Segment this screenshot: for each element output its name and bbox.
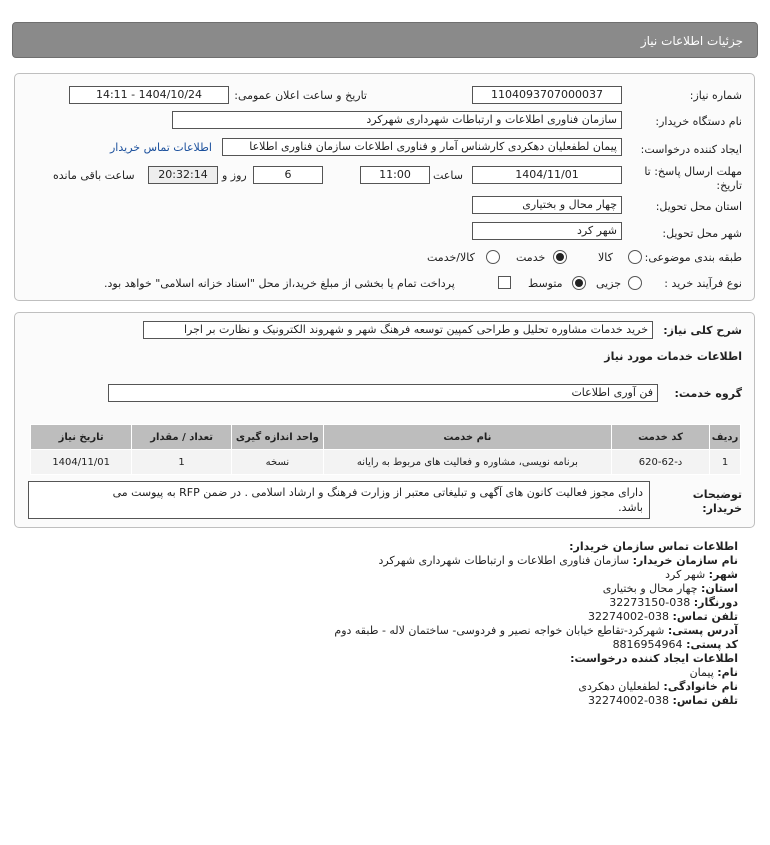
page-title: جزئیات اطلاعات نیاز xyxy=(640,34,743,48)
need-number-label: شماره نیاز: xyxy=(689,89,742,102)
creator-field[interactable]: پیمان لطفعلیان دهکردی کارشناس آمار و فناوری اطلاعات سازمان فناوری اطلاعا xyxy=(222,138,622,156)
process-radio-medium[interactable] xyxy=(572,276,586,290)
cell-service-code: د-62-620 xyxy=(612,450,710,475)
creator-label: ایجاد کننده درخواست: xyxy=(640,143,742,156)
col-need-date: تاریخ نیاز xyxy=(31,425,132,450)
province-label: استان محل تحویل: xyxy=(655,200,742,213)
treasury-payment-checkbox[interactable] xyxy=(498,276,511,289)
city-label: شهر محل تحویل: xyxy=(662,227,742,240)
cell-quantity: 1 xyxy=(132,450,232,475)
notes-text-line-2: باشد. xyxy=(618,501,643,514)
page-header xyxy=(12,22,758,58)
days-field[interactable]: 6 xyxy=(253,166,323,184)
service-group-label: گروه خدمت: xyxy=(674,387,742,400)
category-option-service: خدمت xyxy=(516,251,546,264)
cell-service-name: برنامه نویسی، مشاوره و فعالیت های مربوط به رایانه xyxy=(323,450,611,475)
creator-contact-title: اطلاعات ایجاد کننده درخواست: xyxy=(570,652,738,665)
buyer-contact-title: اطلاعات تماس سازمان خریدار: xyxy=(569,540,738,553)
category-option-goods: کالا xyxy=(598,251,613,264)
notes-text-line-1: دارای مجوز فعالیت کانون های آگهی و تبلیغاتی معتبر از وزارت فرهنگ و ارشاد اسلامی . در ضمن RFP به پیوست می xyxy=(112,486,643,499)
creator-name-row: نام: پیمان xyxy=(689,666,738,679)
buyer-org-field[interactable]: سازمان فناوری اطلاعات و ارتباطات شهرداری شهرکرد xyxy=(172,111,622,129)
treasury-payment-note: پرداخت تمام یا بخشی از مبلغ خرید،از محل "اسناد خزانه اسلامی" خواهد بود. xyxy=(104,277,455,290)
category-option-goods-service: کالا/خدمت xyxy=(427,251,475,264)
table-row xyxy=(31,450,741,475)
buyer-province-row: استان: چهار محال و بختیاری xyxy=(602,582,738,595)
notes-box xyxy=(28,481,650,519)
need-number-field[interactable]: 1104093707000037 xyxy=(472,86,622,104)
notes-label-buyer: خریدار: xyxy=(702,502,742,515)
services-title: اطلاعات خدمات مورد نیاز xyxy=(604,350,742,363)
deadline-date-field[interactable]: 1404/11/01 xyxy=(472,166,622,184)
announce-label: تاریخ و ساعت اعلان عمومی: xyxy=(234,89,367,102)
city-field[interactable]: شهر کرد xyxy=(472,222,622,240)
buyer-org-label: نام دستگاه خریدار: xyxy=(655,115,742,128)
buyer-city-row: شهر: شهر کرد xyxy=(665,568,738,581)
buyer-phone-row: تلفن تماس: 038-32274002 xyxy=(588,610,738,623)
col-row: ردیف xyxy=(710,425,741,450)
remaining-time-field: 20:32:14 xyxy=(148,166,218,184)
buyer-fax-row: دورنگار: 038-32273150 xyxy=(609,596,738,609)
cell-unit: نسخه xyxy=(231,450,323,475)
cell-row: 1 xyxy=(710,450,741,475)
process-option-minor: جزیی xyxy=(596,277,622,290)
buyer-address-row: آدرس پستی: شهرکرد-تقاطع خیابان خواجه نصیر و فردوسی- ساختمان لاله - طبقه دوم xyxy=(334,624,738,637)
deadline-label: مهلت ارسال پاسخ: تا xyxy=(644,165,742,178)
services-table xyxy=(30,424,741,475)
category-radio-goods-service[interactable] xyxy=(486,250,500,264)
province-field[interactable]: چهار محال و بختیاری xyxy=(472,196,622,214)
process-option-medium: متوسط xyxy=(528,277,563,290)
category-radio-goods[interactable] xyxy=(628,250,642,264)
days-label: روز و xyxy=(222,169,247,182)
process-label: نوع فرآیند خرید : xyxy=(664,277,742,290)
remaining-label: ساعت باقی مانده xyxy=(53,169,135,182)
need-details-panel xyxy=(14,73,755,301)
deadline-time-field[interactable]: 11:00 xyxy=(360,166,430,184)
deadline-label-date: تاریخ: xyxy=(716,179,742,192)
col-unit: واحد اندازه گیری xyxy=(231,425,323,450)
buyer-contact-link[interactable]: اطلاعات تماس خریدار xyxy=(110,141,212,154)
creator-phone-row: تلفن تماس: 038-32274002 xyxy=(588,694,738,707)
buyer-org-row: نام سازمان خریدار: سازمان فناوری اطلاعات و ارتباطات شهرداری شهرکرد xyxy=(378,554,738,567)
announce-field[interactable]: 1404/10/24 - 14:11 xyxy=(69,86,229,104)
summary-label: شرح کلی نیاز: xyxy=(663,324,742,337)
col-service-name: نام خدمت xyxy=(323,425,611,450)
col-quantity: تعداد / مقدار xyxy=(132,425,232,450)
category-radio-service[interactable] xyxy=(553,250,567,264)
cell-need-date: 1404/11/01 xyxy=(31,450,132,475)
summary-field[interactable]: خرید خدمات مشاوره تحلیل و طراحی کمپین توسعه فرهنگ شهر و شهروند الکترونیک و نظارت بر اجرا xyxy=(143,321,653,339)
service-group-field[interactable]: فن آوری اطلاعات xyxy=(108,384,658,402)
process-radio-minor[interactable] xyxy=(628,276,642,290)
deadline-time-label: ساعت xyxy=(433,169,463,182)
col-service-code: کد خدمت xyxy=(612,425,710,450)
buyer-postal-row: کد پستی: 8816954964 xyxy=(612,638,738,651)
creator-family-row: نام خانوادگی: لطفعلیان دهکردی xyxy=(578,680,738,693)
category-label: طبقه بندی موضوعی: xyxy=(644,251,742,264)
notes-label: توضیحات xyxy=(692,488,742,501)
